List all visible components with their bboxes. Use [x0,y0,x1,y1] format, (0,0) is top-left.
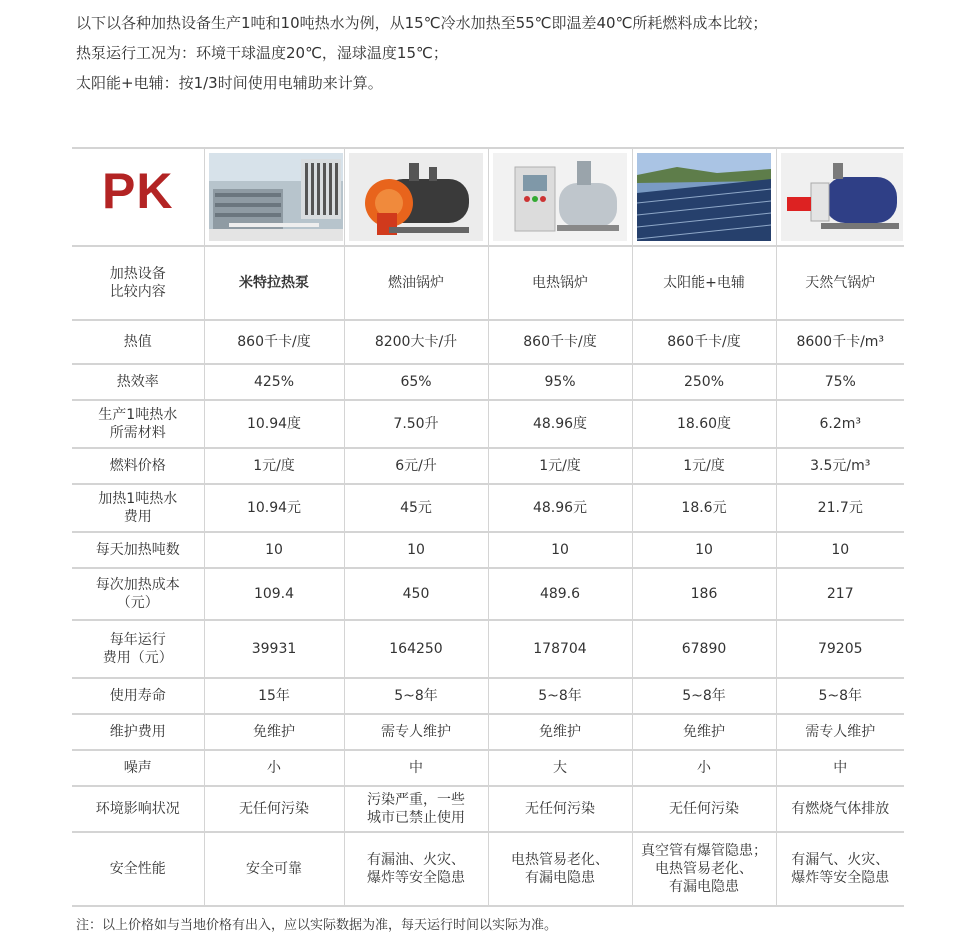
table-row [72,448,904,484]
table-row [72,786,904,832]
table-row [72,750,904,786]
table-cell: 中 [344,750,488,786]
oil-boiler-image [349,153,483,241]
table-cell: 860千卡/度 [632,320,776,364]
table-cell: 18.60度 [632,400,776,448]
table-cell: 450 [344,568,488,620]
table-row [72,364,904,400]
solar-image-cell [632,148,776,246]
table-cell: 真空管有爆管隐患； 电热管易老化、 有漏电隐患 [632,832,776,906]
table-row [72,484,904,532]
table-cell: 48.96度 [488,400,632,448]
table-cell: 45元 [344,484,488,532]
table-cell: 164250 [344,620,488,678]
comparison-table [72,147,904,907]
table-cell: 有漏油、火灾、 爆炸等安全隐患 [344,832,488,906]
row-label: 加热1吨热水 费用 [72,484,204,532]
table-cell: 10 [488,532,632,568]
device-name: 电热锅炉 [488,246,632,320]
footnote: 注：以上价格如与当地价格有出入，应以实际数据为准，每天运行时间以实际为准。 [76,918,558,933]
table-row [72,532,904,568]
row-label: 每天加热吨数 [72,532,204,568]
device-name: 燃油锅炉 [344,246,488,320]
table-cell: 425% [204,364,344,400]
row-label: 使用寿命 [72,678,204,714]
table-cell: 5~8年 [776,678,904,714]
table-cell: 1元/度 [204,448,344,484]
table-row [72,400,904,448]
device-name: 天然气锅炉 [776,246,904,320]
table-cell: 21.7元 [776,484,904,532]
table-cell: 75% [776,364,904,400]
table-cell: 无任何污染 [488,786,632,832]
solar-image [637,153,771,241]
heat-pump-image-cell [204,148,344,246]
table-cell: 1元/度 [488,448,632,484]
table-cell: 6.2m³ [776,400,904,448]
electric-boiler-image [493,153,627,241]
table-cell: 15年 [204,678,344,714]
row-label: 燃料价格 [72,448,204,484]
table-cell: 10 [776,532,904,568]
table-cell: 10 [344,532,488,568]
row-label: 每年运行 费用（元） [72,620,204,678]
row-label: 环境影响状况 [72,786,204,832]
pk-label: PK [102,162,174,219]
table-cell: 1元/度 [632,448,776,484]
electric-boiler-image-cell [488,148,632,246]
row-label: 每次加热成本 （元） [72,568,204,620]
table-cell: 6元/升 [344,448,488,484]
table-cell: 18.6元 [632,484,776,532]
table-row [72,832,904,906]
table-cell: 10.94元 [204,484,344,532]
table-cell: 489.6 [488,568,632,620]
row-label: 生产1吨热水 所需材料 [72,400,204,448]
header-label: 加热设备 比较内容 [72,246,204,320]
row-label: 噪声 [72,750,204,786]
table-row [72,568,904,620]
table-cell: 免维护 [632,714,776,750]
table-cell: 79205 [776,620,904,678]
table-cell: 250% [632,364,776,400]
table-cell: 5~8年 [632,678,776,714]
oil-boiler-image-cell [344,148,488,246]
table-cell: 3.5元/m³ [776,448,904,484]
table-cell: 48.96元 [488,484,632,532]
table-cell: 10.94度 [204,400,344,448]
table-cell: 需专人维护 [776,714,904,750]
table-cell: 39931 [204,620,344,678]
table-cell: 8200大卡/升 [344,320,488,364]
table-cell: 217 [776,568,904,620]
row-label: 热效率 [72,364,204,400]
device-name: 太阳能+电辅 [632,246,776,320]
table-cell: 5~8年 [488,678,632,714]
heat-pump-image [209,153,343,241]
row-label: 热值 [72,320,204,364]
table-cell: 67890 [632,620,776,678]
gas-boiler-image-cell [776,148,904,246]
table-cell: 8600千卡/m³ [776,320,904,364]
intro-line-1: 以下以各种加热设备生产1吨和10吨热水为例，从15℃冷水加热至55℃即温差40℃所耗燃料成本比较； [76,14,768,32]
intro-text [76,8,956,98]
intro-line-2: 热泵运行工况为：环境干球温度20℃，湿球温度15℃； [76,44,448,62]
table-cell: 178704 [488,620,632,678]
table-cell: 186 [632,568,776,620]
device-name: 米特拉热泵 [204,246,344,320]
table-cell: 95% [488,364,632,400]
table-cell: 7.50升 [344,400,488,448]
table-row [72,714,904,750]
table-cell: 有燃烧气体排放 [776,786,904,832]
table-row [72,620,904,678]
table-cell: 小 [632,750,776,786]
intro-line-3: 太阳能+电辅：按1/3时间使用电辅助来计算。 [76,74,383,92]
table-cell: 污染严重，一些 城市已禁止使用 [344,786,488,832]
table-cell: 小 [204,750,344,786]
table-cell: 中 [776,750,904,786]
table-row [72,320,904,364]
table-cell: 65% [344,364,488,400]
table-cell: 有漏气、火灾、 爆炸等安全隐患 [776,832,904,906]
table-row [72,678,904,714]
table-cell: 免维护 [204,714,344,750]
header-row [72,246,904,320]
row-label: 维护费用 [72,714,204,750]
table-cell: 109.4 [204,568,344,620]
table-cell: 免维护 [488,714,632,750]
table-cell: 无任何污染 [632,786,776,832]
table-cell: 需专人维护 [344,714,488,750]
table-cell: 860千卡/度 [488,320,632,364]
table-cell: 无任何污染 [204,786,344,832]
table-cell: 安全可靠 [204,832,344,906]
table-cell: 大 [488,750,632,786]
row-label: 安全性能 [72,832,204,906]
gas-boiler-image [781,153,903,241]
table-cell: 10 [632,532,776,568]
table-cell: 10 [204,532,344,568]
image-row [72,148,904,246]
table-cell: 860千卡/度 [204,320,344,364]
table-cell: 电热管易老化、 有漏电隐患 [488,832,632,906]
table-cell: 5~8年 [344,678,488,714]
pk-cell [72,148,204,246]
